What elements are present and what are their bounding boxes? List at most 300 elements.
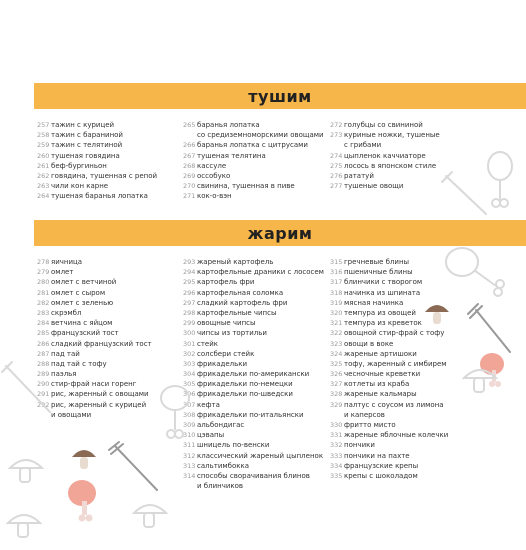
recipe-title-line: с грибами <box>344 141 382 150</box>
recipe-item <box>330 400 448 420</box>
recipe-title <box>197 369 309 379</box>
recipe-title <box>344 298 403 308</box>
recipe-title <box>197 430 224 440</box>
recipe-title <box>197 298 287 308</box>
recipe-title <box>51 328 119 338</box>
recipe-title <box>197 328 267 338</box>
recipe-title <box>51 181 108 191</box>
recipe-item <box>183 349 324 359</box>
recipe-number: 322 <box>330 329 343 338</box>
recipe-item <box>330 369 448 379</box>
recipe-item <box>37 140 157 150</box>
recipe-title <box>197 120 324 140</box>
recipe-number: 279 <box>37 268 50 277</box>
recipe-column <box>37 120 157 202</box>
recipe-number: 319 <box>330 298 343 307</box>
recipe-title <box>51 379 136 389</box>
recipe-title <box>344 308 416 318</box>
recipe-title-line: сладкий французский тост <box>51 339 152 348</box>
recipe-item <box>330 339 448 349</box>
recipe-title <box>197 308 277 318</box>
recipe-title <box>51 277 116 287</box>
recipe-title <box>197 451 323 461</box>
recipe-title <box>344 288 420 298</box>
recipe-title <box>197 471 310 491</box>
recipe-title <box>51 267 73 277</box>
recipe-item <box>330 359 448 369</box>
recipe-number: 289 <box>37 370 50 379</box>
recipe-title <box>51 308 81 318</box>
recipe-item <box>330 451 448 461</box>
recipe-title-line: баранья лопатка с цитрусами <box>197 141 308 150</box>
recipe-title <box>197 140 308 150</box>
recipe-number: 295 <box>183 278 196 287</box>
recipe-item <box>330 267 448 277</box>
recipe-item <box>183 471 324 491</box>
recipe-title <box>197 257 273 267</box>
recipe-title-line: фрикадельки по-шведски <box>197 390 293 399</box>
recipe-item <box>183 339 324 349</box>
recipe-column <box>183 257 324 491</box>
recipe-title <box>51 161 107 171</box>
recipe-title-line: пшеничные блины <box>344 268 413 277</box>
recipe-number: 314 <box>183 471 196 480</box>
recipe-number: 325 <box>330 359 343 368</box>
recipe-number: 312 <box>183 451 196 460</box>
section-header-stew <box>34 83 526 109</box>
recipe-title-line: классический жареный цыпленок <box>197 451 324 460</box>
recipe-item <box>183 379 324 389</box>
recipe-title <box>51 318 112 328</box>
recipe-number: 326 <box>330 370 343 379</box>
recipe-title-line: говядина, тушенная с репой <box>51 171 158 180</box>
recipe-number: 276 <box>330 171 343 180</box>
recipe-title <box>51 257 82 267</box>
recipe-number: 297 <box>183 298 196 307</box>
recipe-item <box>330 461 448 471</box>
mushroom-icon <box>423 300 451 328</box>
recipe-title-line: рис, жаренный с курицей <box>51 400 147 409</box>
recipe-title-line: фрикадельки по-немецки <box>197 380 293 389</box>
recipe-item <box>37 288 152 298</box>
recipe-title-line: картофельные драники с лососем <box>197 268 324 277</box>
recipe-item <box>330 288 448 298</box>
recipe-number: 291 <box>37 390 50 399</box>
recipe-title-line: альбондигас <box>197 421 245 429</box>
recipe-title-line: фрикадельки по-итальянски <box>197 410 304 419</box>
recipe-item <box>37 120 157 130</box>
recipe-title-line: омлет с зеленью <box>51 298 114 307</box>
recipe-item <box>330 471 448 481</box>
recipe-number: 292 <box>37 400 50 409</box>
recipe-item <box>183 359 324 369</box>
recipe-number: 260 <box>37 151 50 160</box>
recipe-title-line: чесночные креветки <box>344 370 421 379</box>
recipe-number: 323 <box>330 339 343 348</box>
recipe-number: 330 <box>330 421 343 430</box>
recipe-number: 327 <box>330 380 343 389</box>
recipe-number: 268 <box>183 161 196 170</box>
recipe-item <box>330 181 440 191</box>
recipe-item <box>37 267 152 277</box>
recipe-title <box>344 349 417 359</box>
recipe-item <box>183 369 324 379</box>
recipe-column <box>330 120 440 191</box>
recipe-title <box>344 461 418 471</box>
recipe-title-line: паэлья <box>51 370 77 379</box>
recipe-title <box>197 191 232 201</box>
recipe-title-line: овощной стир-фрай с тофу <box>344 329 445 338</box>
recipe-item <box>37 191 157 201</box>
recipe-title-line: баранья лопатка <box>197 121 260 129</box>
recipe-title-line: фрикадельки по-американски <box>197 370 310 379</box>
recipe-title <box>344 379 409 389</box>
recipe-item <box>37 298 152 308</box>
recipe-title <box>344 369 420 379</box>
recipe-title-line: тажин с телятиной <box>51 141 123 150</box>
recipe-item <box>330 420 448 430</box>
recipe-item <box>183 191 324 201</box>
recipe-item <box>330 440 448 450</box>
recipe-title-line: фрикадельки <box>197 359 248 368</box>
recipe-title-line: со средиземноморскими овощами <box>197 131 324 140</box>
recipe-number: 265 <box>183 121 196 129</box>
recipe-title <box>344 400 444 420</box>
recipe-number: 264 <box>37 192 50 201</box>
recipe-number: 278 <box>37 258 50 266</box>
recipe-number: 298 <box>183 308 196 317</box>
recipe-title-line: рис, жаренный с овощами <box>51 390 149 399</box>
recipe-title-line: цэвапы <box>197 431 225 440</box>
recipe-number: 275 <box>330 161 343 170</box>
recipe-number: 266 <box>183 141 196 150</box>
recipe-title-line: свинина, тушенная в пиве <box>197 182 295 191</box>
recipe-title-line: жареный картофель <box>197 258 274 266</box>
recipe-title-line: жареные артишоки <box>344 349 417 358</box>
recipe-item <box>330 257 448 267</box>
recipe-item <box>183 451 324 461</box>
recipe-title <box>51 288 105 298</box>
recipe-number: 321 <box>330 319 343 328</box>
section-title: тушим <box>248 86 312 106</box>
recipe-title <box>51 400 146 420</box>
recipe-number: 332 <box>330 441 343 450</box>
recipe-item <box>183 151 324 161</box>
recipe-number: 270 <box>183 182 196 191</box>
recipe-title <box>344 430 448 440</box>
recipe-title-line: французские крепы <box>344 461 419 470</box>
recipe-number: 282 <box>37 298 50 307</box>
recipe-item <box>183 400 324 410</box>
recipe-number: 258 <box>37 131 50 140</box>
recipe-item <box>37 171 157 181</box>
recipe-item <box>183 161 324 171</box>
recipe-title <box>51 191 148 201</box>
recipe-number: 301 <box>183 339 196 348</box>
recipe-title-line: жареные кальмары <box>344 390 417 399</box>
recipe-title <box>197 420 244 430</box>
recipe-item <box>37 318 152 328</box>
recipe-title-line: кок-о-вэн <box>197 192 232 201</box>
recipe-number: 274 <box>330 151 343 160</box>
recipe-number: 318 <box>330 288 343 297</box>
recipe-title-line: оссобуко <box>197 171 231 180</box>
recipe-title <box>344 151 426 161</box>
recipe-title-line: темпура из креветок <box>344 319 422 328</box>
recipe-number: 302 <box>183 349 196 358</box>
recipe-number: 257 <box>37 121 50 129</box>
recipe-title <box>344 171 374 181</box>
recipe-item <box>183 308 324 318</box>
recipe-number: 303 <box>183 359 196 368</box>
recipe-number: 259 <box>37 141 50 150</box>
recipe-title-line: картофель фри <box>197 278 255 287</box>
recipe-item <box>183 328 324 338</box>
recipe-item <box>330 328 448 338</box>
recipe-item <box>37 257 152 267</box>
recipe-title-line: котлеты из краба <box>344 380 410 389</box>
recipe-number: 283 <box>37 308 50 317</box>
recipe-item <box>183 257 324 267</box>
recipe-number: 309 <box>183 421 196 429</box>
recipe-title-line: пад тай <box>51 349 80 358</box>
recipe-item <box>37 130 157 140</box>
recipe-title-line: и овощами <box>51 410 92 419</box>
recipe-title <box>197 318 256 328</box>
recipe-number: 316 <box>330 268 343 277</box>
recipe-item <box>37 308 152 318</box>
recipe-title-line: крепы с шоколадом <box>344 471 418 480</box>
recipe-title-line: картофельные чипсы <box>197 308 277 317</box>
recipe-title-line: чипсы из тортильи <box>197 329 267 338</box>
recipe-title-line: яичница <box>51 258 83 266</box>
recipe-title <box>344 359 447 369</box>
recipe-title <box>344 420 396 430</box>
recipe-number: 324 <box>330 349 343 358</box>
recipe-title <box>197 267 324 277</box>
recipe-title <box>197 339 218 349</box>
recipe-title <box>197 288 283 298</box>
recipe-item <box>37 151 157 161</box>
recipe-title <box>344 181 403 191</box>
recipe-number: 307 <box>183 400 196 409</box>
recipe-title-line: пад тай с тофу <box>51 359 107 368</box>
recipe-item <box>183 298 324 308</box>
recipe-number: 328 <box>330 390 343 399</box>
recipe-item <box>183 410 324 420</box>
recipe-column <box>330 257 448 481</box>
recipe-number: 286 <box>37 339 50 348</box>
recipe-title-line: овощи в воке <box>344 339 394 348</box>
recipe-title-line: блинчики с творогом <box>344 278 423 287</box>
recipe-title <box>51 130 123 140</box>
recipe-item <box>37 161 157 171</box>
recipe-title-line: беф-бургиньон <box>51 161 107 170</box>
recipe-title <box>197 410 304 420</box>
recipe-item <box>330 171 440 181</box>
recipe-title-line: рататуй <box>344 171 374 180</box>
recipe-title-line: сладкий картофель фри <box>197 298 288 307</box>
recipe-item <box>37 181 157 191</box>
recipe-title-line: сальтимбокка <box>197 461 249 470</box>
recipe-title-line: и каперсов <box>344 410 385 419</box>
recipe-item <box>183 420 324 430</box>
recipe-title-line: голубцы со свининой <box>344 121 423 129</box>
recipe-column <box>183 120 324 202</box>
mushroom-icon <box>70 445 98 473</box>
recipe-number: 317 <box>330 278 343 287</box>
recipe-title <box>344 120 423 130</box>
recipe-number: 261 <box>37 161 50 170</box>
chicken-leg-icon <box>440 240 510 300</box>
recipe-title <box>344 471 418 481</box>
recipe-title <box>197 440 269 450</box>
recipe-title <box>51 151 120 161</box>
recipe-title-line: кассуле <box>197 161 227 170</box>
recipe-number: 284 <box>37 319 50 328</box>
recipe-number: 315 <box>330 258 343 266</box>
recipe-item <box>183 120 324 140</box>
recipe-number: 293 <box>183 258 196 266</box>
recipe-title-line: пончики <box>344 441 375 450</box>
recipe-title <box>344 267 413 277</box>
recipe-item <box>183 171 324 181</box>
recipe-title-line: скрэмбл <box>51 308 82 317</box>
recipe-title <box>197 389 293 399</box>
recipe-item <box>330 349 448 359</box>
recipe-title-line: тушеная баранья лопатка <box>51 192 148 201</box>
recipe-item <box>37 349 152 359</box>
recipe-number: 273 <box>330 131 343 140</box>
recipe-title-line: картофельная соломка <box>197 288 284 297</box>
recipe-title-line: тофу, жаренный с имбирем <box>344 359 447 368</box>
recipe-number: 262 <box>37 171 50 180</box>
recipe-title-line: овощные чипсы <box>197 319 256 328</box>
mushroom-icon <box>460 360 500 400</box>
recipe-number: 300 <box>183 329 196 338</box>
recipe-title <box>51 339 152 349</box>
recipe-title-line: стейк <box>197 339 219 348</box>
recipe-item <box>330 120 440 130</box>
recipe-item <box>183 430 324 440</box>
recipe-title <box>344 257 409 267</box>
recipe-number: 333 <box>330 451 343 460</box>
recipe-title-line: кефта <box>197 400 220 409</box>
recipe-item <box>37 339 152 349</box>
recipe-item <box>183 277 324 287</box>
mushroom-icon <box>130 495 170 535</box>
recipe-item <box>330 277 448 287</box>
recipe-title-line: мясная начинка <box>344 298 404 307</box>
recipe-title-line: фритто мисто <box>344 421 396 430</box>
recipe-item <box>330 130 440 150</box>
recipe-title-line: французский тост <box>51 329 119 338</box>
recipe-title-line: тушеные овощи <box>344 182 404 191</box>
recipe-title-line: пончики на пахте <box>344 451 410 460</box>
recipe-title-line: тушеная телятина <box>197 151 266 160</box>
recipe-title-line: гречневые блины <box>344 258 410 266</box>
recipe-item <box>37 277 152 287</box>
recipe-number: 272 <box>330 121 343 129</box>
recipe-number: 335 <box>330 471 343 480</box>
recipe-title <box>197 461 249 471</box>
recipe-number: 296 <box>183 288 196 297</box>
recipe-number: 304 <box>183 370 196 379</box>
recipe-number: 313 <box>183 461 196 470</box>
recipe-title <box>344 389 417 399</box>
recipe-title <box>197 171 230 181</box>
recipe-item <box>183 389 324 399</box>
recipe-title <box>344 451 410 461</box>
recipe-title <box>344 339 393 349</box>
recipe-title-line: и блинчиков <box>197 482 244 491</box>
recipe-number: 288 <box>37 359 50 368</box>
recipe-number: 271 <box>183 192 196 201</box>
recipe-item <box>183 140 324 150</box>
recipe-title <box>197 181 295 191</box>
recipe-number: 290 <box>37 380 50 389</box>
recipe-number: 287 <box>37 349 50 358</box>
recipe-title-line: тушеная говядина <box>51 151 120 160</box>
recipe-number: 305 <box>183 380 196 389</box>
recipe-number: 320 <box>330 308 343 317</box>
recipe-title-line: тажин с курицей <box>51 121 115 129</box>
recipe-item <box>183 318 324 328</box>
recipe-title-line: солсбери стейк <box>197 349 255 358</box>
chicken-leg-icon <box>150 380 200 440</box>
recipe-title <box>344 277 422 287</box>
recipe-title <box>197 379 293 389</box>
recipe-number: 306 <box>183 390 196 399</box>
recipe-item <box>330 430 448 440</box>
recipe-title <box>344 130 440 150</box>
recipe-title <box>344 161 436 171</box>
recipe-title <box>51 389 149 399</box>
recipe-title-line: способы сворачивания блинов <box>197 471 310 480</box>
recipe-title <box>51 171 157 181</box>
recipe-title <box>197 161 226 171</box>
recipe-title <box>197 349 254 359</box>
recipe-number: 299 <box>183 319 196 328</box>
recipe-title-line: палтус с соусом из лимона <box>344 400 444 409</box>
recipe-item <box>330 379 448 389</box>
recipe-item <box>183 440 324 450</box>
recipe-item <box>330 389 448 399</box>
section-title: жарим <box>247 223 313 243</box>
mushroom-icon <box>6 450 46 490</box>
recipe-title-line: шницель по-венски <box>197 441 270 450</box>
recipe-title-line: тажин с бараниной <box>51 131 123 140</box>
recipe-number: 281 <box>37 288 50 297</box>
recipe-item <box>183 181 324 191</box>
mushroom-icon <box>4 505 44 545</box>
chicken-leg-icon <box>480 148 520 208</box>
recipe-number: 263 <box>37 182 50 191</box>
recipe-number: 329 <box>330 400 343 409</box>
recipe-item <box>183 288 324 298</box>
recipe-title-line: ветчина с яйцом <box>51 319 113 328</box>
fork-icon <box>0 360 60 420</box>
recipe-number: 308 <box>183 410 196 419</box>
recipe-title-line: лосось в японском стиле <box>344 161 437 170</box>
recipe-title <box>51 298 113 308</box>
recipe-item <box>183 267 324 277</box>
recipe-title-line: темпура из овощей <box>344 308 416 317</box>
chicken-leg-icon <box>62 475 107 525</box>
recipe-title <box>344 440 375 450</box>
recipe-number: 277 <box>330 182 343 191</box>
recipe-title <box>197 400 220 410</box>
